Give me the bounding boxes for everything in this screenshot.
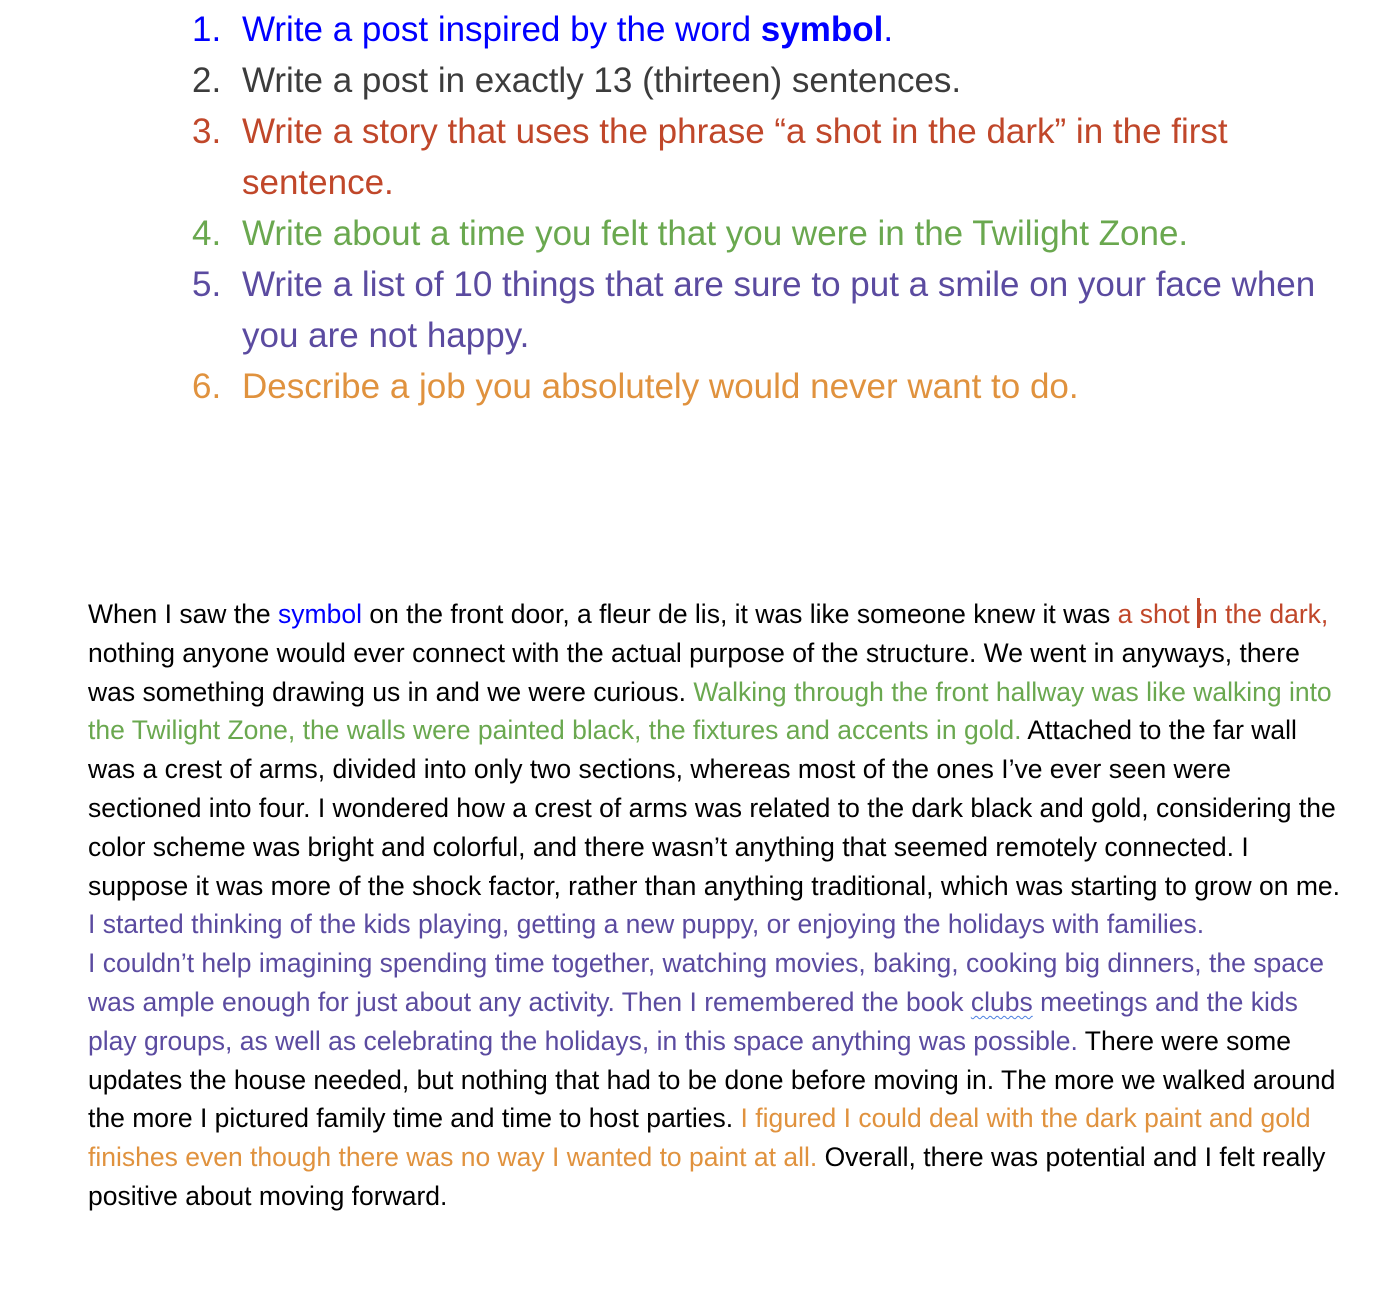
prompt-item (192, 259, 1352, 361)
story-highlight-shot: a shot (1117, 599, 1198, 629)
prompt-number: 5. (192, 265, 222, 304)
prompt-text (242, 4, 1352, 55)
prompt-number: 6. (192, 367, 222, 406)
prompt-item (192, 55, 1352, 106)
story-text: Overall, there was potential and I felt really positive about moving forward. (88, 1142, 1326, 1211)
story-text: on the front door, a fleur de lis, it was like someone knew it was (361, 599, 1118, 629)
story-highlight-dark: in the dark, (1197, 599, 1329, 629)
story-paragraph[interactable] (88, 595, 1348, 1216)
prompt-keyword: symbol (760, 10, 884, 49)
prompt-text-part: Write a post inspired by the word (242, 10, 761, 49)
prompt-text: Describe a job you absolutely would never want to do. (242, 367, 1079, 406)
prompt-item (192, 4, 1352, 55)
story-text: When I saw the (88, 599, 279, 629)
prompt-text: Write a list of 10 things that are sure to put a smile on your face when you are not happy. (242, 265, 1316, 355)
story-text: There were some updates the house needed, but nothing that had to be done before moving in. The more we walked around the more I pictured family time and time to host parties. (88, 1025, 1336, 1134)
prompt-number: 4. (192, 214, 222, 253)
prompt-number: 1. (192, 10, 222, 49)
story-highlight-smile: I started thinking of the kids playing, getting a new puppy, or enjoying the holidays with families. (88, 909, 1205, 940)
prompt-item (192, 208, 1352, 259)
spelling-error-word[interactable]: clubs (970, 986, 1033, 1017)
prompt-number: 3. (192, 112, 222, 151)
prompt-text-part: . (883, 10, 894, 49)
story-highlight-smile: I couldn’t help imagining spending time together, watching movies, baking, cooking big dinners, the space was ample enough for just about any activity. Then I remembered the book (88, 948, 1324, 1017)
prompt-number: 2. (192, 61, 222, 100)
prompt-text: Write a post in exactly 13 (thirteen) sentences. (242, 61, 962, 100)
story-highlight-job: I figured I could deal with the dark paint and gold finishes even though there was no way I wanted to paint at all. (88, 1103, 1311, 1173)
prompt-text: Write about a time you felt that you were in the Twilight Zone. (242, 214, 1189, 253)
story-highlight-smile: meetings and the kids play groups, as well as celebrating the holidays, in this space anything was possible. (88, 986, 1298, 1056)
story-text: Attached to the far wall was a crest of arms, divided into only two sections, whereas most of the ones I’ve ever seen were sectioned into four. I wondered how a crest of arms was related to the dark black and gold, considering the color scheme was bright and colorful, and there wasn’t anything that seemed remotely connected. I suppose it was more of the shock factor, rather than anything traditional, which was starting to grow on me. (88, 715, 1341, 901)
prompt-text: Write a story that uses the phrase “a shot in the dark” in the first sentence. (242, 112, 1228, 202)
prompt-item (192, 361, 1352, 412)
prompt-list (192, 4, 1352, 412)
story-highlight-twilight: Walking through the front hallway was like walking into the Twilight Zone, the walls were painted black, the fixtures and accents in gold. (88, 676, 1332, 746)
prompt-item (192, 106, 1352, 208)
story-text: nothing anyone would ever connect with the actual purpose of the structure. We went in anyways, there was something drawing us in and we were curious. (88, 637, 1300, 707)
story-highlight-symbol: symbol (278, 599, 362, 629)
